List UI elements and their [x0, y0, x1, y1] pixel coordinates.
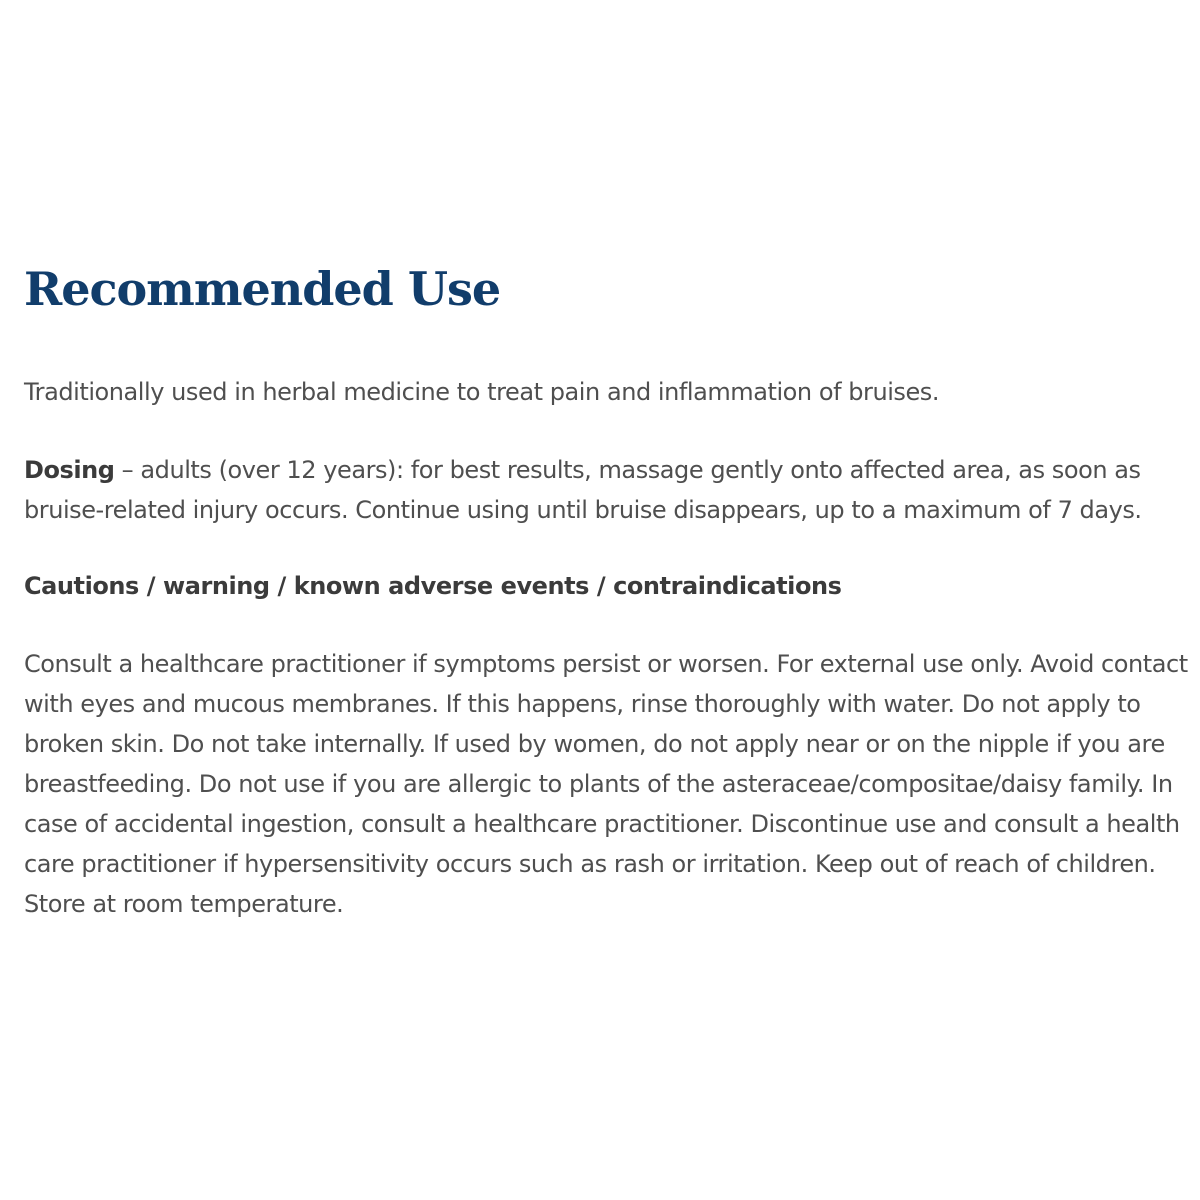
recommended-use-section [24, 258, 1196, 924]
page-title: Recommended Use [24, 262, 501, 316]
dosing-paragraph [24, 450, 1196, 530]
cautions-heading: Cautions / warning / known adverse events / contraindications [24, 572, 842, 600]
cautions-paragraph: Consult a healthcare practitioner if symptoms persist or worsen. For external use only. Avoid contact with eyes and mucous membranes. If this happens, rinse thoroughly with water. Do not apply to broken skin. Do not take internally. If used by women, do not apply near or on the nipple if you are breastfeeding. Do not use if you are allergic to plants of the asteraceae/compositae/daisy family. In case of accidental ingestion, consult a healthcare practitioner. Discontinue use and consult a health care practitioner if hypersensitivity occurs such as rash or irritation. Keep out of reach of children. Store at room temperature. [24, 650, 1188, 918]
dosing-text: – adults (over 12 years): for best results, massage gently onto affected area, as soon as bruise-related injury occurs. Continue using until bruise disappears, up to a maximum of 7 days. [24, 456, 1142, 524]
dosing-label: Dosing [24, 456, 115, 484]
intro-paragraph: Traditionally used in herbal medicine to treat pain and inflammation of bruises. [24, 378, 940, 406]
